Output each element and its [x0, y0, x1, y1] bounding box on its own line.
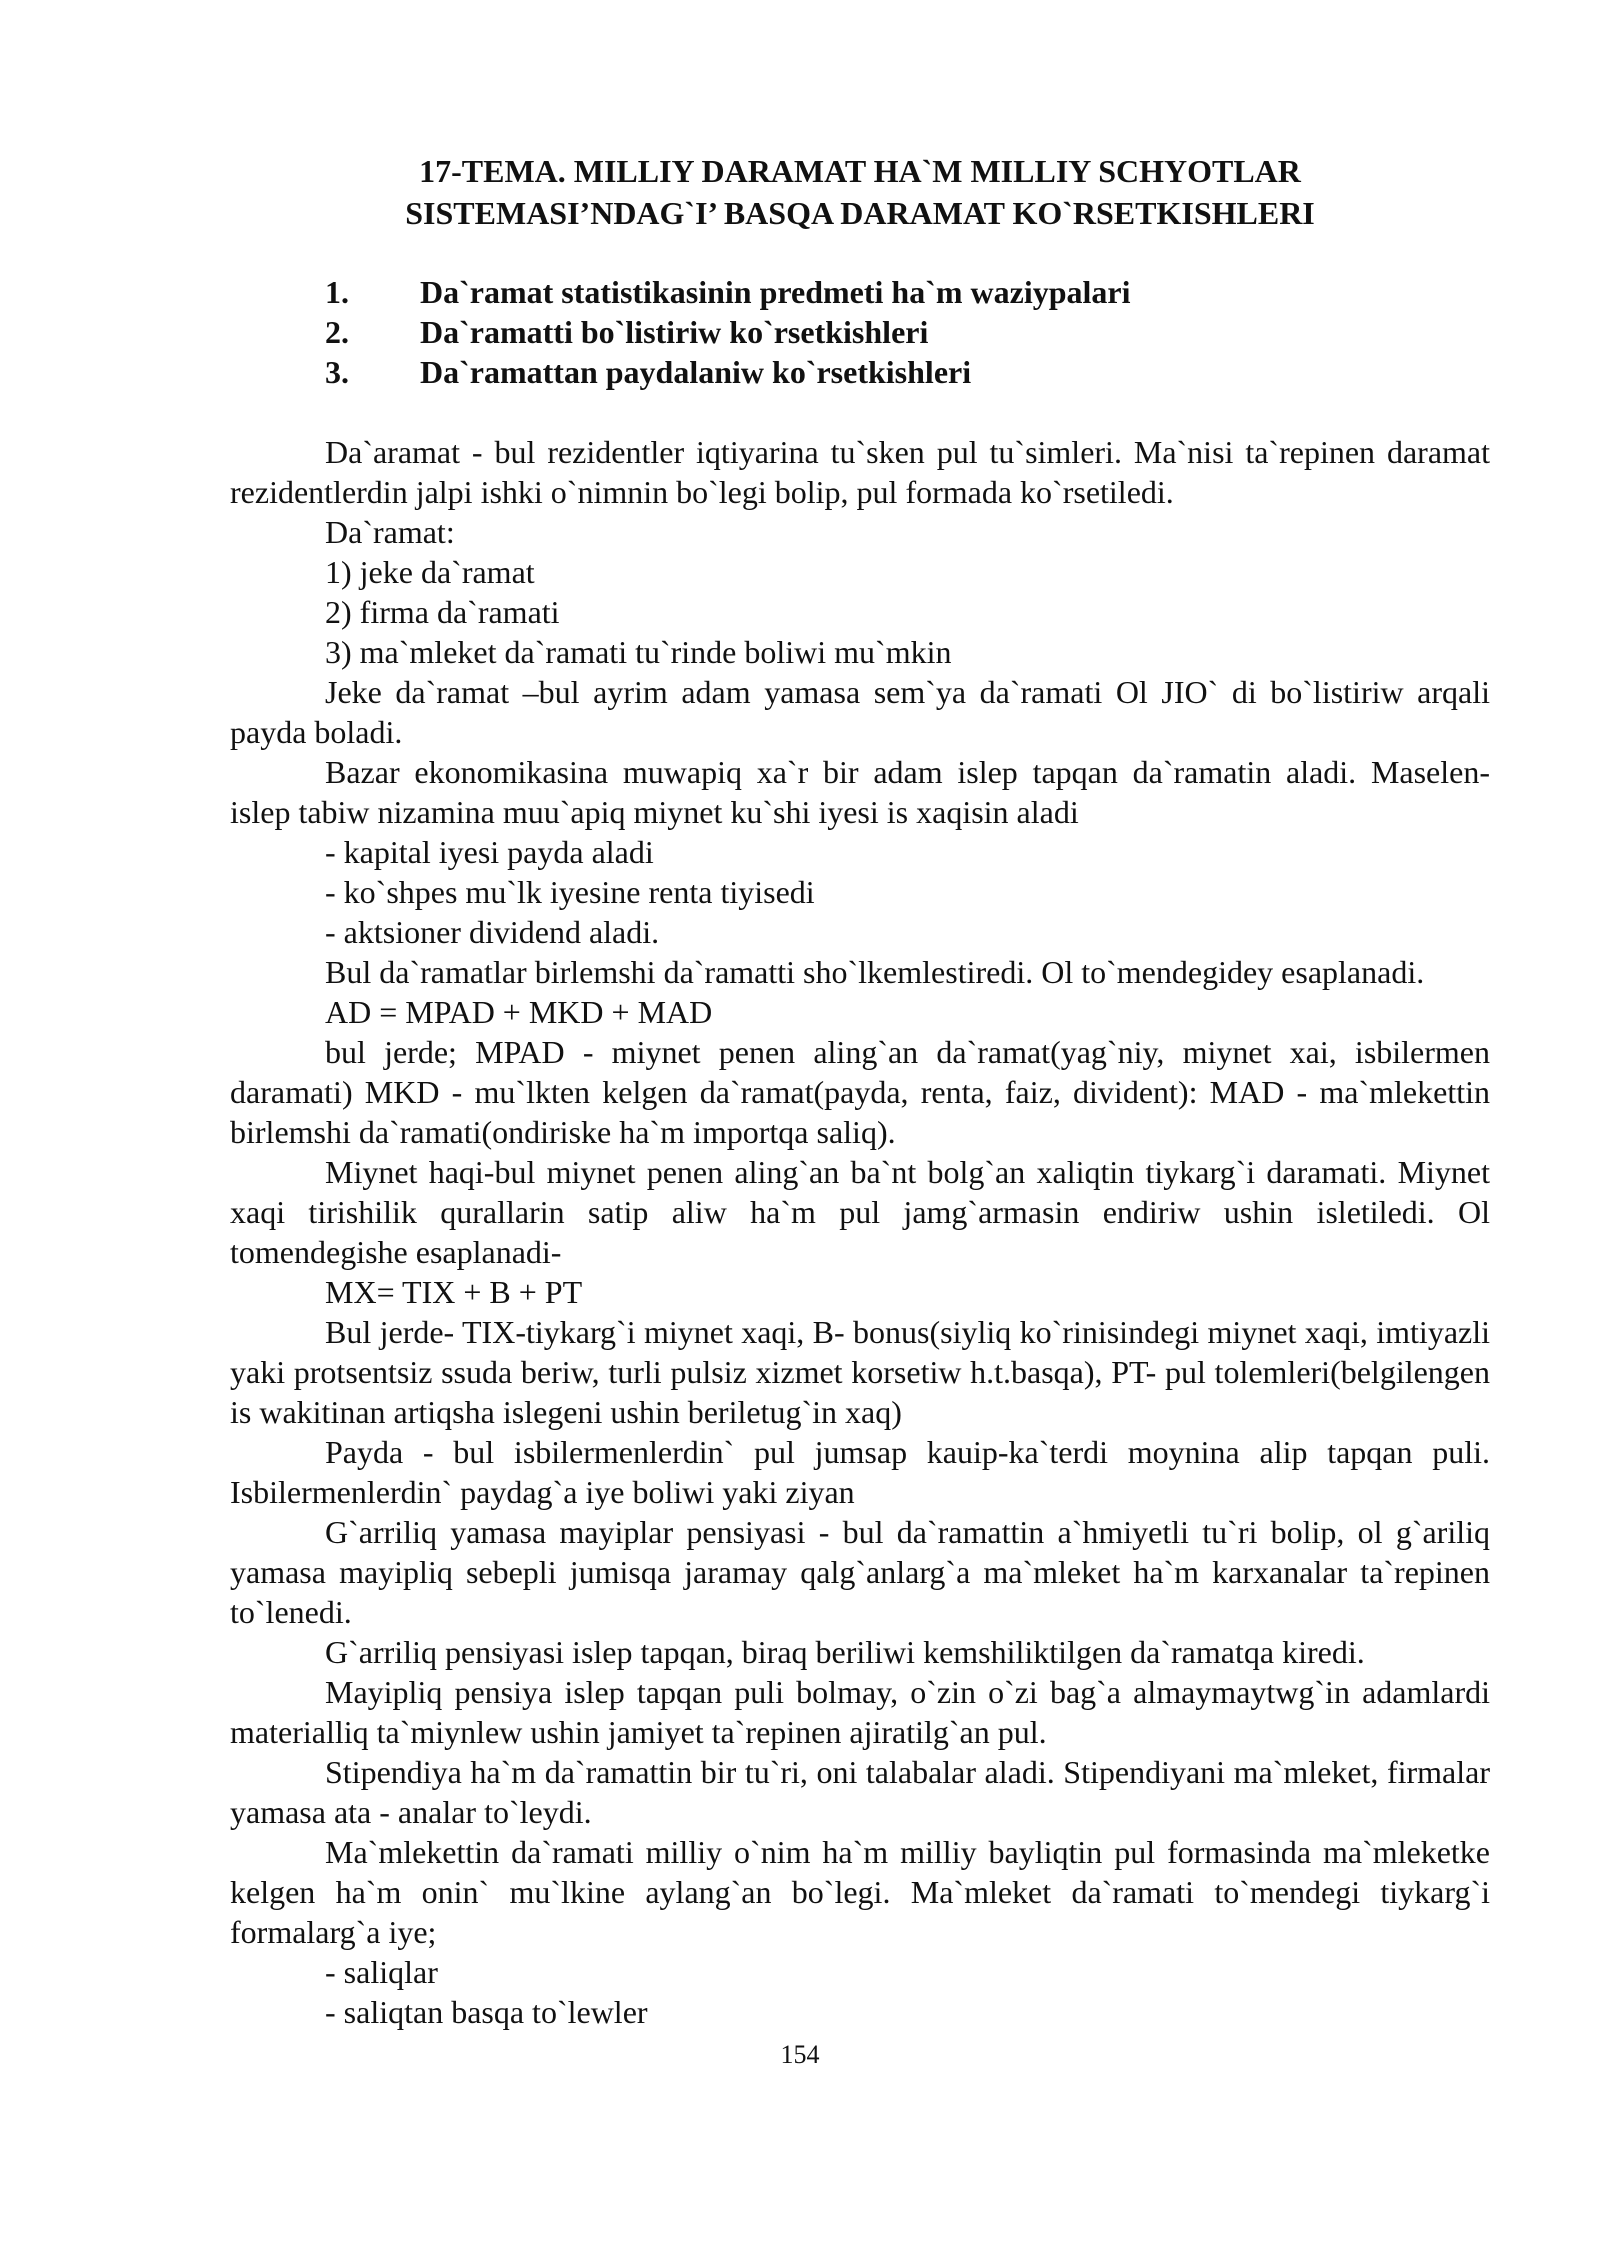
outline-item	[325, 312, 1475, 352]
list-item: - aktsioner dividend aladi.	[325, 914, 660, 950]
body-text	[230, 432, 1490, 2032]
formula: MX= TIX + B + PT	[325, 1274, 583, 1310]
paragraph: Mayipliq pensiya islep tapqan puli bolmay, o`zin o`zi bag`a almaymaytwg`in adamlardi materialliq ta`miynlew ushin jamiyet ta`repinen ajiratilg`an pul.	[230, 1674, 1490, 1750]
title-line-2: SISTEMASI’NDAG`I’ BASQA DARAMAT KO`RSETKISHLERI	[405, 195, 1315, 231]
outline-text: Da`ramat statistikasinin predmeti ha`m waziypalari	[420, 274, 1131, 310]
paragraph: Jeke da`ramat –bul ayrim adam yamasa sem`ya da`ramati Ol JIO` di bo`listiriw arqali payda boladi.	[230, 674, 1490, 750]
list-item: - kapital iyesi payda aladi	[325, 834, 654, 870]
outline-text: Da`ramatti bo`listiriw ko`rsetkishleri	[420, 314, 929, 350]
outline-item	[325, 272, 1475, 312]
outline-number: 2.	[325, 314, 349, 350]
list-item: - saliqlar	[325, 1954, 438, 1990]
paragraph: G`arriliq yamasa mayiplar pensiyasi - bul da`ramattin a`hmiyetli tu`ri bolip, ol g`ariliq yamasa mayipliq sebepli jumisqa jaramay qalg`anlarg`a ma`mleket ha`m karxanalar ta`repinen to`lenedi.	[230, 1514, 1490, 1630]
paragraph: bul jerde; MPAD - miynet penen aling`an da`ramat(yag`niy, miynet xai, isbilermen daramati) MKD - mu`lkten kelgen da`ramat(payda, renta, faiz, divident): MAD - ma`mlekettin birlemshi da`ramati(ondiriske ha`m importqa saliq).	[230, 1034, 1490, 1150]
list-item: 3) ma`mleket da`ramati tu`rinde boliwi mu`mkin	[325, 634, 952, 670]
list-item: - saliqtan basqa to`lewler	[325, 1994, 648, 2030]
list-item: 1) jeke da`ramat	[325, 554, 535, 590]
paragraph: Stipendiya ha`m da`ramattin bir tu`ri, oni talabalar aladi. Stipendiyani ma`mleket, firmalar yamasa ata - analar to`leydi.	[230, 1754, 1490, 1830]
page-number: 154	[780, 2040, 820, 2069]
paragraph: Da`aramat - bul rezidentler iqtiyarina tu`sken pul tu`simleri. Ma`nisi ta`repinen daramat rezidentlerdin jalpi ishki o`nimnin bo`legi bolip, pul formada ko`rsetiledi.	[230, 434, 1490, 510]
outline-number: 3.	[325, 354, 349, 390]
paragraph: Payda - bul isbilermenlerdin` pul jumsap kauip-ka`terdi moynina alip tapqan puli. Isbilermenlerdin` paydag`a iye boliwi yaki ziyan	[230, 1434, 1490, 1510]
outline-number: 1.	[325, 274, 349, 310]
outline-text: Da`ramattan paydalaniw ko`rsetkishleri	[420, 354, 972, 390]
list-item: - ko`shpes mu`lk iyesine renta tiyisedi	[325, 874, 815, 910]
title-line-1: 17-TEMA. MILLIY DARAMAT HA`M MILLIY SCHYOTLAR	[419, 153, 1301, 189]
paragraph: Bazar ekonomikasina muwapiq xa`r bir adam islep tapqan da`ramatin aladi. Maselen- islep tabiw nizamina muu`apiq miynet ku`shi iyesi is xaqisin aladi	[230, 754, 1490, 830]
paragraph: Da`ramat:	[325, 514, 455, 550]
outline-item	[325, 352, 1475, 392]
formula: AD = MPAD + MKD + MAD	[325, 994, 713, 1030]
paragraph: Bul da`ramatlar birlemshi da`ramatti sho`lkemlestiredi. Ol to`mendegidey esaplanadi.	[325, 954, 1425, 990]
paragraph: Miynet haqi-bul miynet penen aling`an ba`nt bolg`an xaliqtin tiykarg`i daramati. Miynet xaqi tirishilik qurallarin satip aliw ha`m pul jamg`armasin endiriw ushin isletiledi. Ol tomendegishe esaplanadi-	[230, 1154, 1490, 1270]
paragraph: G`arriliq pensiyasi islep tapqan, biraq beriliwi kemshiliktilgen da`ramatqa kiredi.	[325, 1634, 1365, 1670]
list-item: 2) firma da`ramati	[325, 594, 560, 630]
topic-outline	[325, 272, 1475, 392]
paragraph: Ma`mlekettin da`ramati milliy o`nim ha`m milliy bayliqtin pul formasinda ma`mleketke kelgen ha`m onin` mu`lkine aylang`an bo`legi. Ma`mleket da`ramati to`mendegi tiykarg`i formalarg`a iye;	[230, 1834, 1490, 1950]
paragraph: Bul jerde- TIX-tiykarg`i miynet xaqi, B- bonus(siyliq ko`rinisindegi miynet xaqi, imtiyazli yaki protsentsiz ssuda beriw, turli pulsiz xizmet korsetiw h.t.basqa), PT- pul tolemleri(belgilengen is wakitinan artiqsha islegeni ushin beriletug`in xaq)	[230, 1314, 1490, 1430]
